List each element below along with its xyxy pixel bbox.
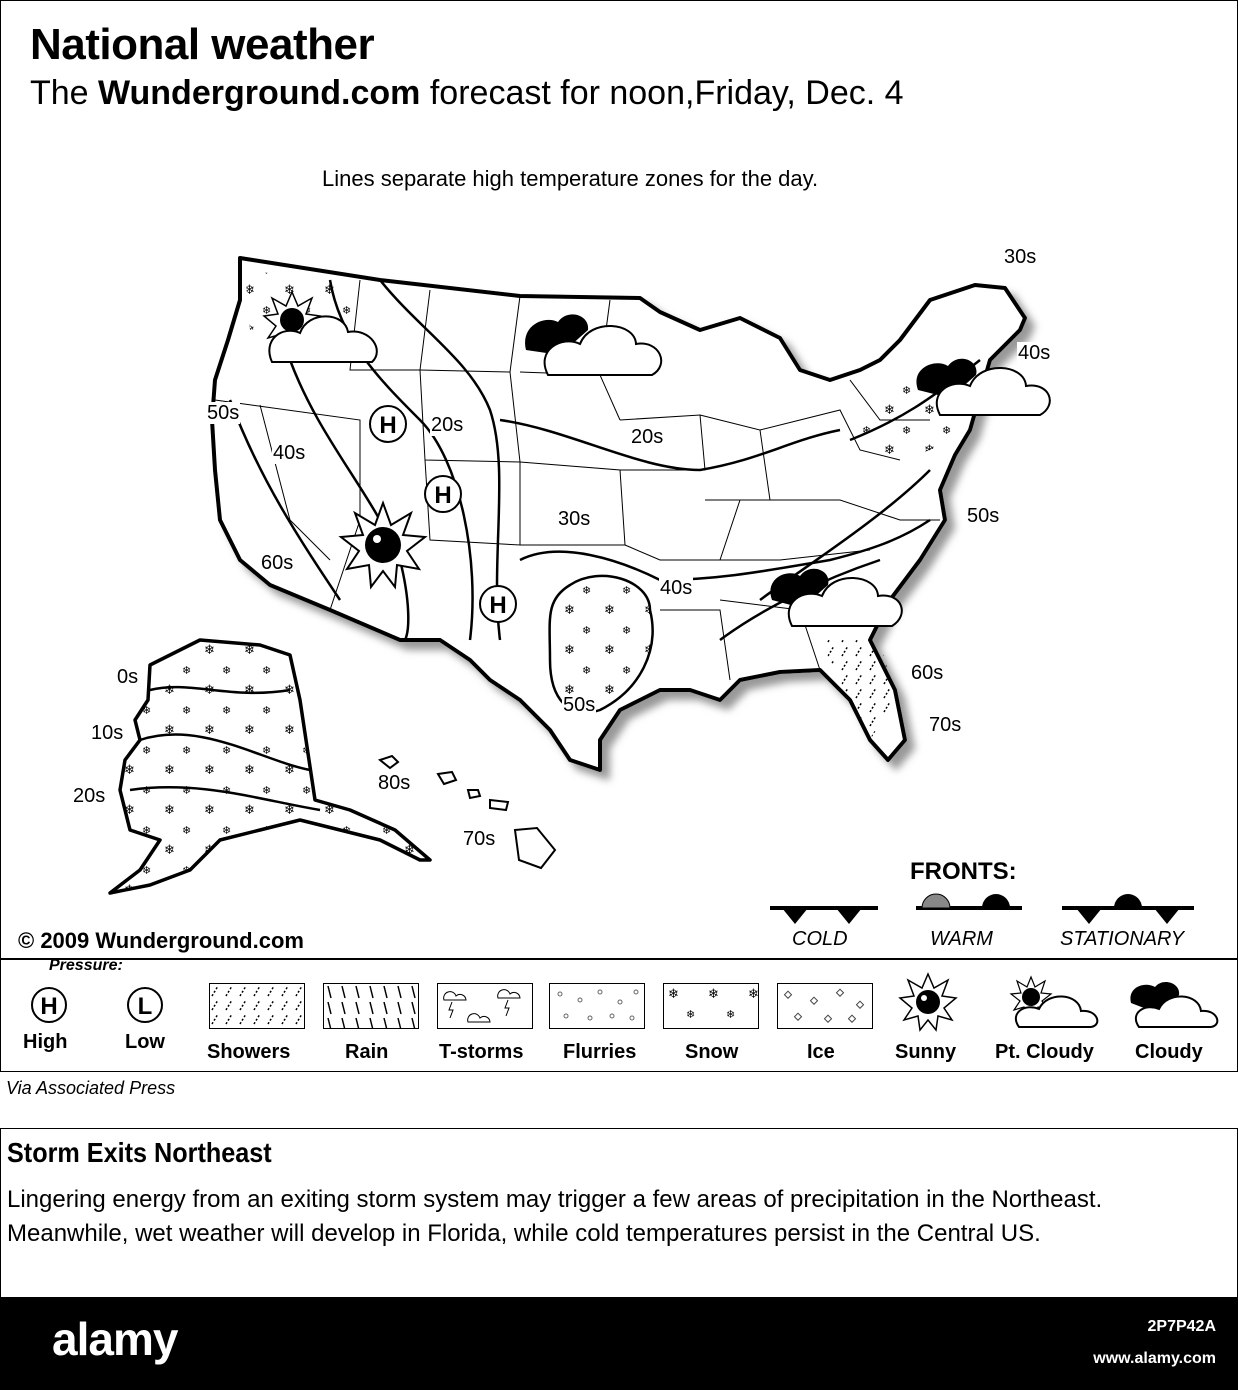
- copyright: © 2009 Wunderground.com: [18, 928, 304, 953]
- legend-low-label: Low: [125, 1031, 165, 1053]
- temp-label: 0s: [117, 666, 139, 688]
- legend-flurries-label: Flurries: [563, 1041, 637, 1063]
- fronts-symbols: [760, 886, 1200, 926]
- pressure-label: Pressure:: [49, 957, 123, 974]
- temp-label: 20s: [631, 426, 664, 448]
- pt-cloudy-icon: [1005, 973, 1105, 1035]
- legend-rain-label: Rain: [345, 1041, 389, 1063]
- page-title: National weather: [30, 20, 375, 69]
- tstorms-swatch-icon: [437, 983, 533, 1029]
- weather-legend: [0, 958, 1238, 1072]
- legend-sunny-label: Sunny: [895, 1041, 957, 1063]
- temp-label: 20s: [431, 414, 464, 436]
- temp-label: 70s: [463, 828, 496, 850]
- ice-swatch-icon: [777, 983, 873, 1029]
- high-pressure-icon: [29, 981, 81, 1033]
- temp-label: 40s: [1018, 342, 1051, 364]
- legend-high-label: High: [23, 1031, 68, 1053]
- flurries-swatch-icon: [549, 983, 645, 1029]
- legend-snow-label: Snow: [685, 1041, 739, 1063]
- legend-showers-label: Showers: [207, 1041, 291, 1063]
- page-subtitle: [30, 74, 904, 113]
- story-box: [0, 1128, 1238, 1298]
- cold-front-label: COLD: [792, 928, 848, 950]
- temp-label: 80s: [378, 772, 411, 794]
- temp-label: 40s: [660, 577, 693, 599]
- temp-label: 30s: [558, 508, 591, 530]
- temp-label: 30s: [1004, 246, 1037, 268]
- subtitle-post: forecast for noon,Friday, Dec. 4: [420, 74, 904, 112]
- story-headline: Storm Exits Northeast: [7, 1137, 272, 1168]
- temp-label: 50s: [563, 694, 596, 716]
- alamy-logo: alamy: [52, 1313, 178, 1365]
- story-body: Lingering energy from an exiting storm system may trigger a few areas of precipitation in the Northeast. Meanwhile, wet weather will develop in Florida, while cold temperatures persist in the Central US.: [7, 1186, 1103, 1247]
- showers-swatch-icon: [209, 983, 305, 1029]
- watermark-footer: [0, 1298, 1238, 1390]
- temp-label: 60s: [911, 662, 944, 684]
- snow-swatch-icon: [663, 983, 759, 1029]
- cloudy-icon: [1127, 973, 1223, 1035]
- warm-front-symbol: [916, 894, 1022, 908]
- high-mark-3: H: [489, 592, 507, 619]
- subtitle-pre: The: [30, 74, 99, 112]
- temp-label: 50s: [207, 402, 240, 424]
- high-mark-1: H: [379, 412, 397, 439]
- temp-label: 50s: [967, 505, 1000, 527]
- fronts-title: FRONTS:: [910, 858, 1017, 885]
- high-symbol: H: [40, 993, 58, 1020]
- legend-pt-cloudy-label: Pt. Cloudy: [995, 1041, 1094, 1063]
- temp-label: 70s: [929, 714, 962, 736]
- legend-tstorms-label: T-storms: [439, 1041, 524, 1063]
- us-weather-map: [0, 230, 1238, 910]
- stationary-front-label: STATIONARY: [1060, 928, 1185, 950]
- low-pressure-icon: [125, 981, 177, 1033]
- cold-front-symbol: [770, 908, 878, 924]
- legend-ice-label: Ice: [807, 1041, 835, 1063]
- map-note: Lines separate high temperature zones for the day.: [322, 166, 819, 191]
- high-mark-2: H: [434, 482, 452, 509]
- credit-line: Via Associated Press: [6, 1078, 176, 1098]
- warm-front-label: WARM: [930, 928, 993, 950]
- sunny-icon: [893, 971, 963, 1033]
- image-id: 2P7P42A: [1147, 1318, 1216, 1335]
- temp-label: 20s: [73, 785, 106, 807]
- stationary-front-symbol: [1062, 894, 1194, 924]
- temp-label: 60s: [261, 552, 294, 574]
- temp-label: 40s: [273, 442, 306, 464]
- subtitle-brand: Wunderground.com: [98, 74, 421, 112]
- low-symbol: L: [137, 993, 153, 1020]
- rain-swatch-icon: [323, 983, 419, 1029]
- alaska-outline: [110, 640, 430, 893]
- temp-label: 10s: [91, 722, 124, 744]
- alamy-url: www.alamy.com: [1093, 1350, 1216, 1367]
- legend-cloudy-label: Cloudy: [1135, 1041, 1203, 1063]
